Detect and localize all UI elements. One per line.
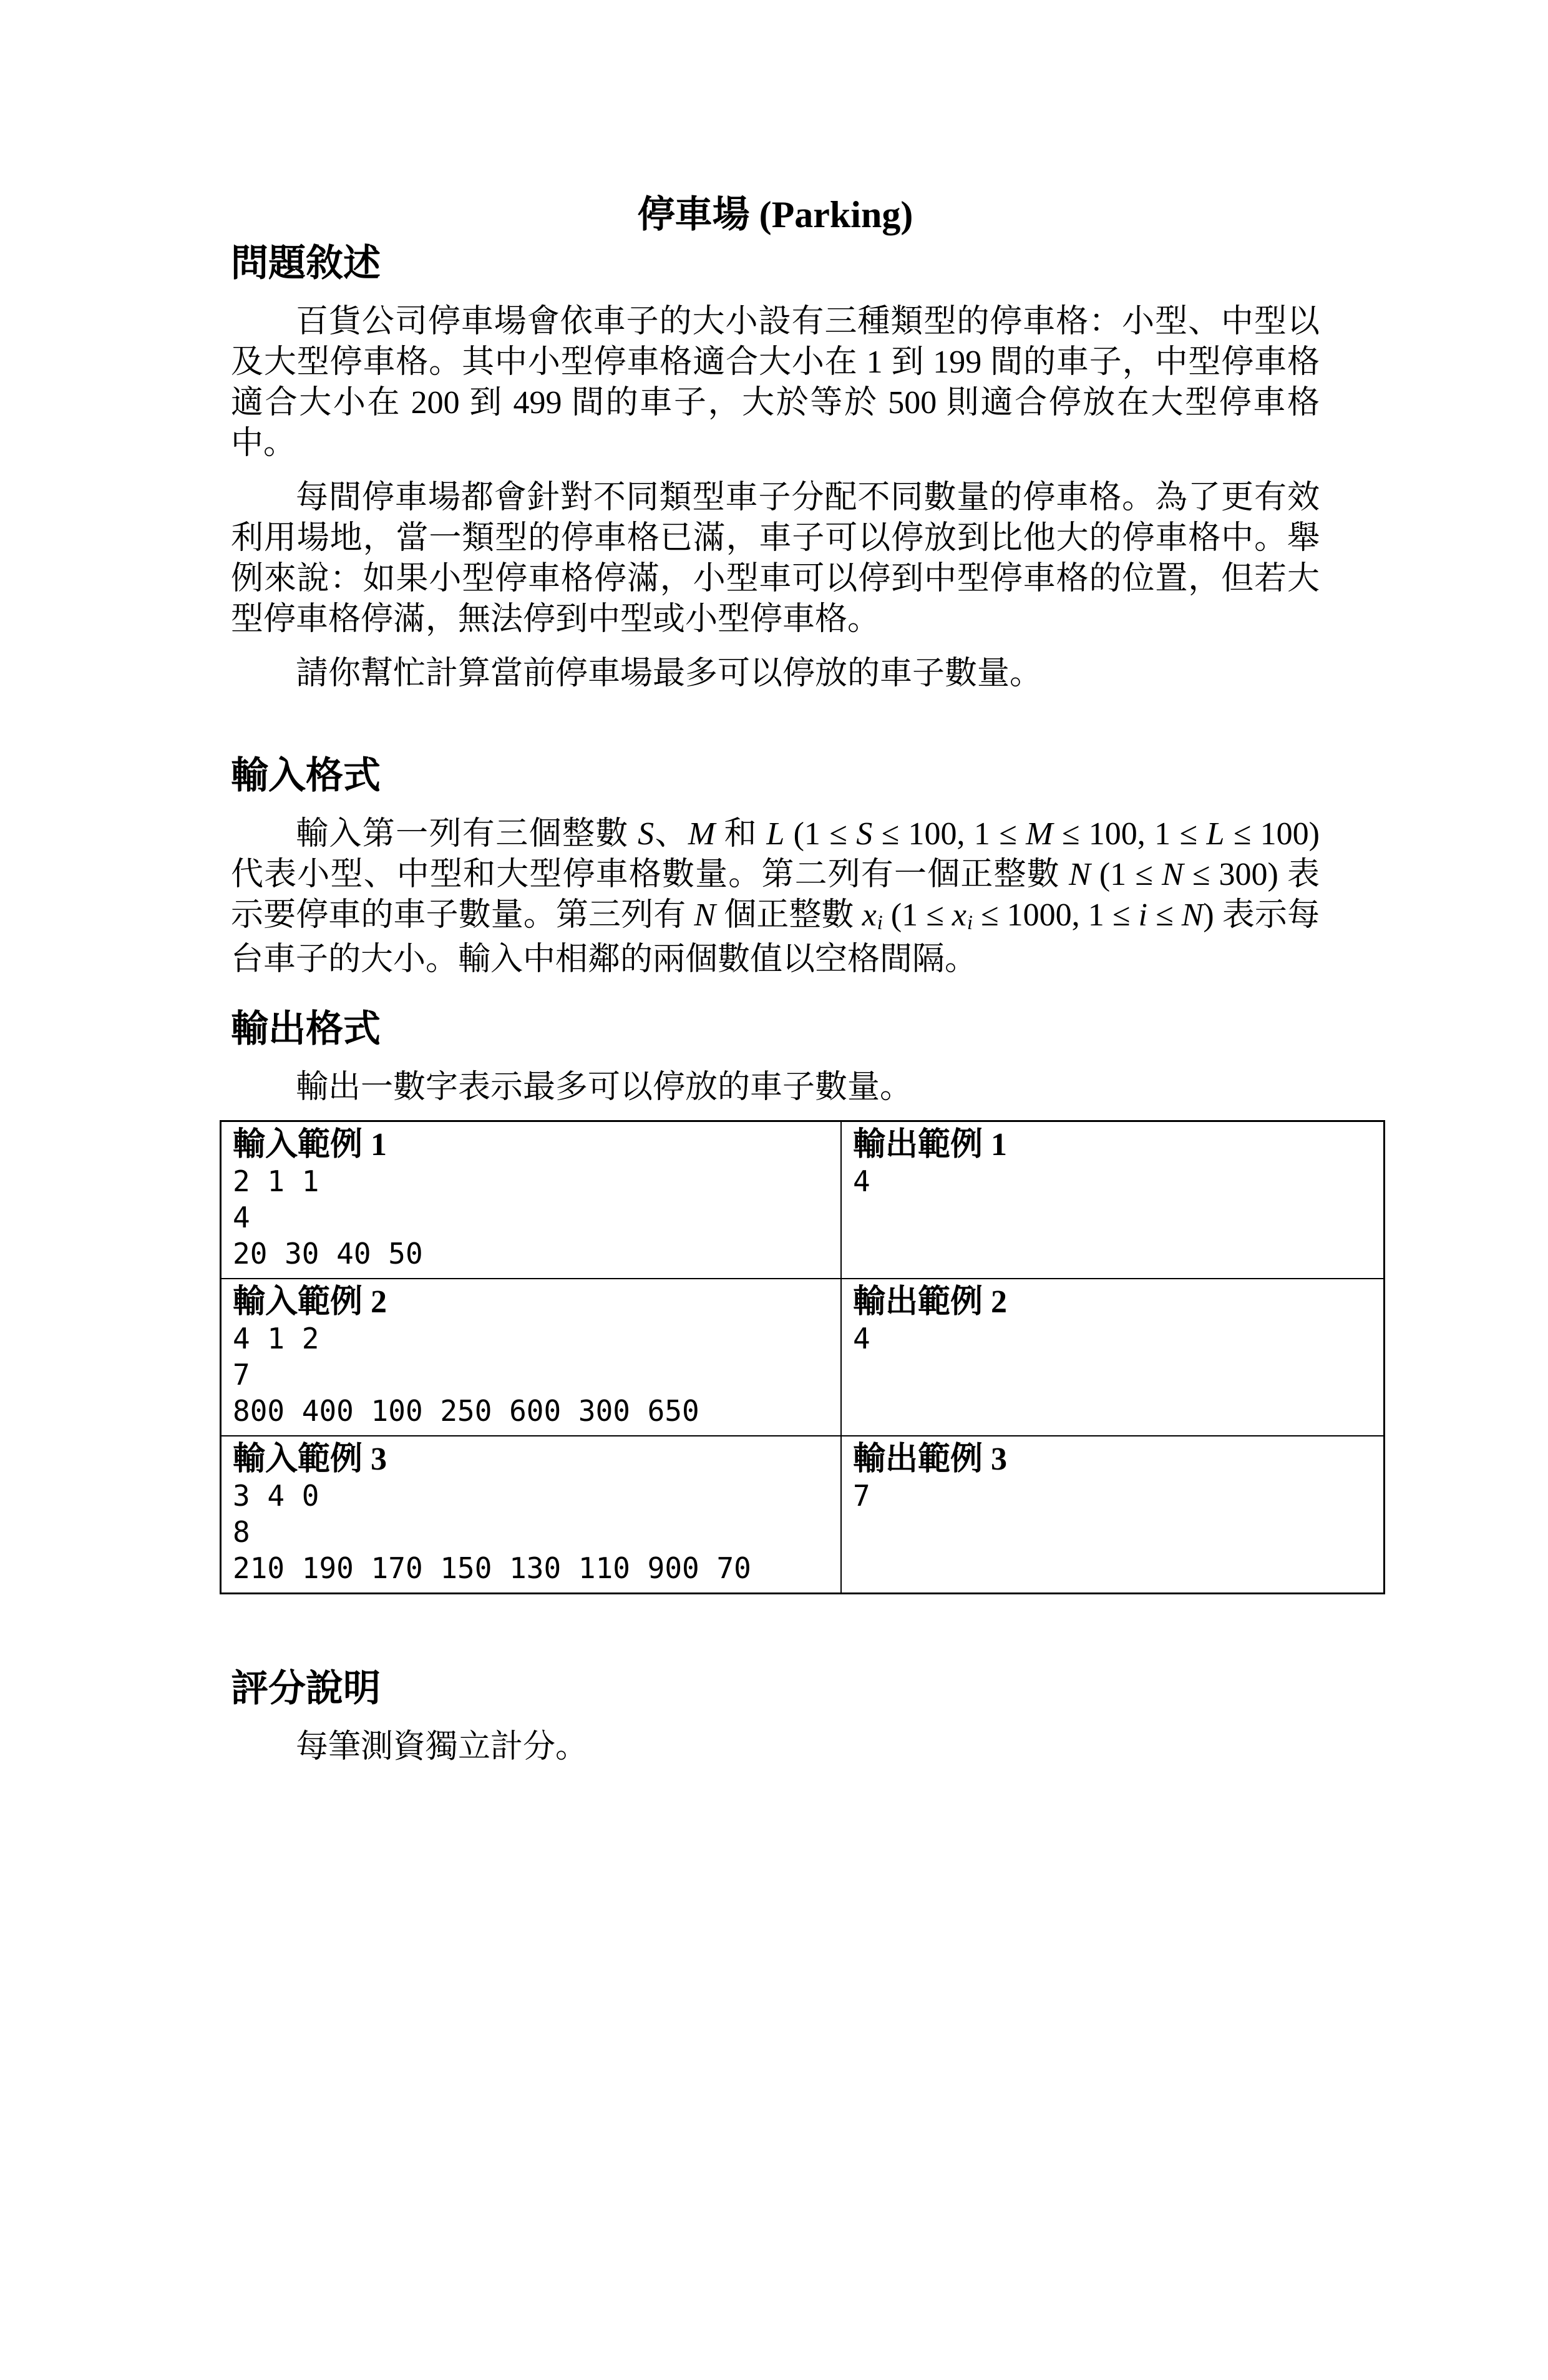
example-output-lines <box>853 1320 1372 1357</box>
section-heading-input-format: 輸入格式 <box>231 755 381 796</box>
math-variable: i <box>877 910 883 934</box>
text-segment: (1 ≤ <box>784 816 857 852</box>
example-row <box>221 1279 1385 1436</box>
code-line: 8 <box>233 1515 250 1549</box>
section-heading-output-format: 輸出格式 <box>231 1008 381 1050</box>
example-output-lines <box>853 1163 1372 1199</box>
text-segment: ≤ 100, 1 ≤ <box>872 816 1026 852</box>
problem-paragraph-2: 每間停車場都會針對不同類型車子分配不同數量的停車格。為了更有效利用場地，當一類型的停車格已滿，車子可以停放到比他大的停車格中。舉例來說：如果小型停車格停滿，小型車可以停到中型停車格的位置，但若大型停車格停滿，無法停到中型或小型停車格。 <box>231 480 1320 637</box>
example-row <box>221 1436 1385 1594</box>
example-input-cell <box>221 1121 842 1279</box>
math-variable: M <box>688 816 716 852</box>
example-output-label: 輸出範例 2 <box>853 1284 1008 1320</box>
code-line: 7 <box>853 1479 870 1513</box>
code-line: 210 190 170 150 130 110 900 70 <box>233 1551 751 1585</box>
code-line: 7 <box>233 1358 250 1392</box>
text-segment: (1 ≤ <box>1090 857 1162 892</box>
document-page <box>0 190 1548 2380</box>
math-variable: i <box>1138 897 1147 933</box>
example-output-cell <box>841 1436 1385 1594</box>
code-line: 4 <box>233 1201 250 1234</box>
math-variable: N <box>1068 857 1091 892</box>
code-line: 800 400 100 250 600 300 650 <box>233 1394 699 1428</box>
input-format-paragraph <box>231 814 1320 980</box>
example-input-cell <box>221 1279 842 1436</box>
example-output-lines <box>853 1478 1372 1514</box>
math-variable: x <box>952 897 966 933</box>
example-input-lines <box>233 1320 829 1429</box>
math-variable: N <box>1181 897 1204 933</box>
example-row <box>221 1121 1385 1279</box>
example-output-cell <box>841 1279 1385 1436</box>
text-segment: 、 <box>654 816 688 852</box>
text-segment: ≤ 1000, 1 ≤ <box>972 897 1139 933</box>
math-variable: L <box>1206 816 1225 852</box>
text-segment: ≤ 100, 1 ≤ <box>1053 816 1207 852</box>
text-segment: ≤ 300) 表示要停車的車子數量。第三列有 <box>231 857 1320 933</box>
math-variable: S <box>638 816 655 852</box>
problem-paragraph-1: 百貨公司停車場會依車子的大小設有三種類型的停車格：小型、中型以及大型停車格。其中小型停車格適合大小在 1 到 199 間的車子，中型停車格適合大小在 200 到 499 間的車子，大於等於 500 則適合停放在大型停車格中。 <box>231 304 1320 461</box>
math-variable: M <box>1026 816 1053 852</box>
problem-paragraph-3: 請你幫忙計算當前停車場最多可以停放的車子數量。 <box>296 656 1043 691</box>
example-input-label: 輸入範例 2 <box>233 1284 387 1320</box>
math-variable: L <box>766 816 785 852</box>
text-segment: 輸入第一列有三個整數 <box>296 816 638 852</box>
math-variable: N <box>1162 857 1184 892</box>
text-segment: 個正整數 <box>716 897 862 933</box>
output-format-paragraph: 輸出一數字表示最多可以停放的車子數量。 <box>296 1070 913 1105</box>
example-input-lines <box>233 1163 829 1272</box>
text-segment: ) 表示每台車子的大小。輸入中相鄰的兩個數值以空格間隔。 <box>231 897 1320 977</box>
code-line: 20 30 40 50 <box>233 1237 423 1270</box>
text-segment: ≤ <box>1147 897 1182 933</box>
example-output-label: 輸出範例 3 <box>853 1441 1008 1477</box>
code-line: 3 4 0 <box>233 1479 319 1513</box>
text-segment: (1 ≤ <box>882 897 952 933</box>
code-line: 4 1 2 <box>233 1322 319 1355</box>
math-variable: i <box>966 910 973 934</box>
example-input-cell <box>221 1436 842 1594</box>
code-line: 4 <box>853 1322 870 1355</box>
text-segment: ≤ 100) 代表小型、中型和大型停車格數量。第二列有一個正整數 <box>231 816 1320 892</box>
example-input-label: 輸入範例 1 <box>233 1127 387 1163</box>
math-variable: x <box>862 897 877 933</box>
example-input-lines <box>233 1478 829 1586</box>
example-output-cell <box>841 1121 1385 1279</box>
text-segment: 和 <box>715 816 767 852</box>
examples-table-body <box>221 1121 1385 1594</box>
section-heading-problem: 問題敘述 <box>231 243 381 284</box>
examples-table <box>220 1120 1385 1594</box>
math-variable: N <box>694 897 716 933</box>
section-heading-scoring: 評分說明 <box>231 1668 381 1709</box>
code-line: 2 1 1 <box>233 1164 319 1198</box>
example-output-label: 輸出範例 1 <box>853 1127 1008 1163</box>
example-input-label: 輸入範例 3 <box>233 1441 387 1477</box>
math-variable: S <box>856 816 873 852</box>
document-title: 停車場 (Parking) <box>637 194 913 235</box>
scoring-paragraph: 每筆測資獨立計分。 <box>296 1729 588 1765</box>
code-line: 4 <box>853 1164 870 1198</box>
